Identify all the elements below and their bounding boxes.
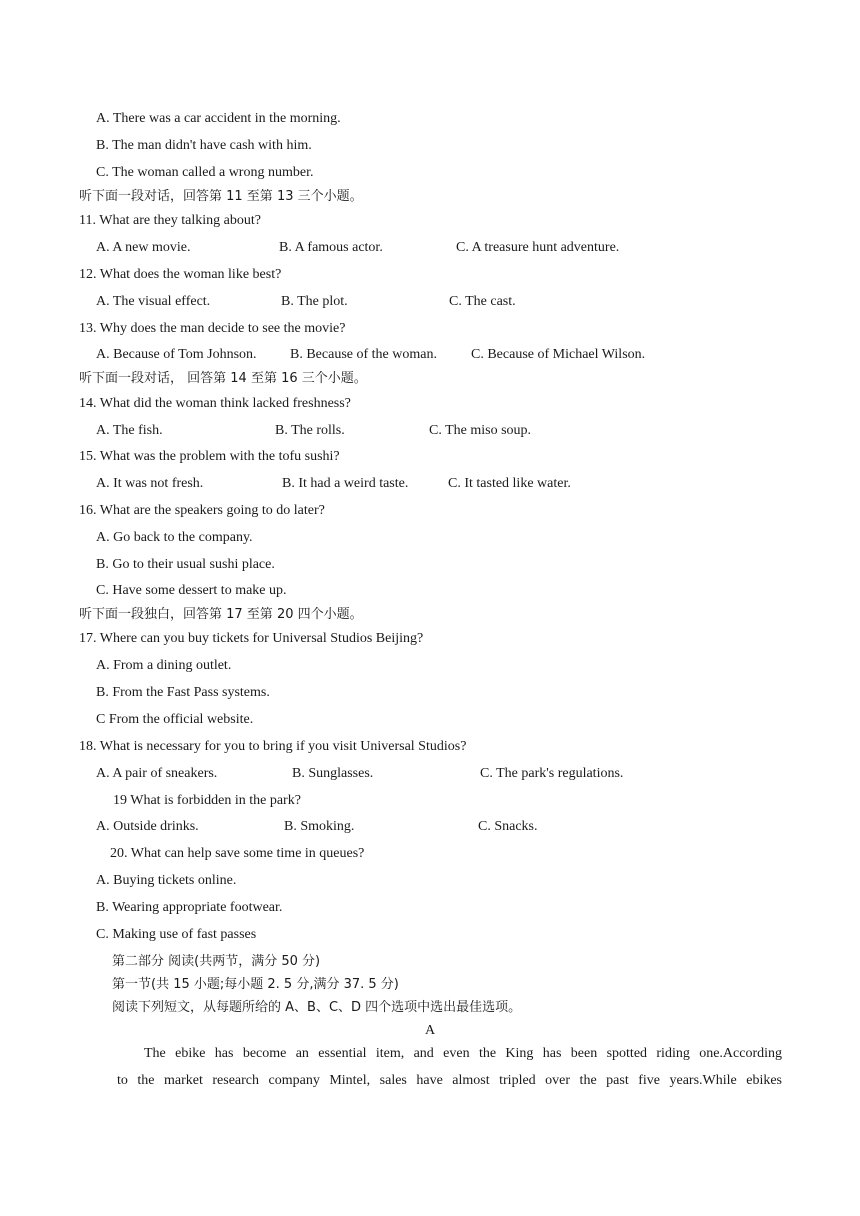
q16-option-c: C. Have some dessert to make up. — [96, 583, 287, 598]
q20-option-a: A. Buying tickets online. — [96, 873, 237, 888]
q10-option-a: A. There was a car accident in the morning. — [96, 111, 341, 126]
question-20: 20. What can help save some time in queues? — [110, 846, 365, 861]
q16-option-a: A. Go back to the company. — [96, 530, 253, 545]
q14-option-c: C. The miso soup. — [429, 423, 532, 438]
part2-instruction: 阅读下列短文，从每题所给的 A、B、C、D 四个选项中选出最佳选项。 — [112, 1000, 522, 1015]
q14-option-a: A. The fish. — [96, 423, 163, 438]
question-12: 12. What does the woman like best? — [79, 267, 282, 282]
q11-option-b: B. A famous actor. — [279, 240, 383, 255]
q12-option-c: C. The cast. — [449, 294, 516, 309]
q15-option-a: A. It was not fresh. — [96, 476, 204, 491]
passage-line-2: to the market research company Mintel, sales have almost tripled over the past five years.While ebikes — [117, 1073, 782, 1088]
question-19: 19 What is forbidden in the park? — [113, 793, 301, 808]
q11-option-a: A. A new movie. — [96, 240, 191, 255]
instruction-17-20: 听下面一段独白，回答第 17 至第 20 四个小题。 — [79, 607, 363, 622]
q18-option-b: B. Sunglasses. — [292, 766, 374, 781]
q13-option-b: B. Because of the woman. — [290, 347, 437, 362]
q12-option-b: B. The plot. — [281, 294, 348, 309]
q19-option-b: B. Smoking. — [284, 819, 355, 834]
q12-option-a: A. The visual effect. — [96, 294, 211, 309]
instruction-11-13: 听下面一段对话，回答第 11 至第 13 三个小题。 — [79, 189, 363, 204]
q11-option-c: C. A treasure hunt adventure. — [456, 240, 620, 255]
q17-option-a: A. From a dining outlet. — [96, 658, 232, 673]
q15-option-b: B. It had a weird taste. — [282, 476, 409, 491]
q20-option-b: B. Wearing appropriate footwear. — [96, 900, 283, 915]
question-16: 16. What are the speakers going to do later? — [79, 503, 325, 518]
q10-option-c: C. The woman called a wrong number. — [96, 165, 314, 180]
part2-section1: 第一节(共 15 小题;每小题 2. 5 分,满分 37. 5 分) — [112, 977, 399, 992]
q15-option-c: C. It tasted like water. — [448, 476, 571, 491]
passage-label: A — [424, 1023, 436, 1038]
q16-option-b: B. Go to their usual sushi place. — [96, 557, 275, 572]
passage-line-1: The ebike has become an essential item, and even the King has been spotted riding one.According — [144, 1046, 782, 1061]
part2-title: 第二部分 阅读(共两节，满分 50 分) — [112, 954, 321, 969]
q10-option-b: B. The man didn't have cash with him. — [96, 138, 312, 153]
question-17: 17. Where can you buy tickets for Universal Studios Beijing? — [79, 631, 424, 646]
question-14: 14. What did the woman think lacked freshness? — [79, 396, 351, 411]
instruction-14-16: 听下面一段对话， 回答第 14 至第 16 三个小题。 — [79, 371, 367, 386]
q14-option-b: B. The rolls. — [275, 423, 345, 438]
q19-option-a: A. Outside drinks. — [96, 819, 199, 834]
question-18: 18. What is necessary for you to bring if you visit Universal Studios? — [79, 739, 467, 754]
q17-option-c: C From the official website. — [96, 712, 254, 727]
q13-option-c: C. Because of Michael Wilson. — [471, 347, 646, 362]
question-15: 15. What was the problem with the tofu sushi? — [79, 449, 340, 464]
question-13: 13. Why does the man decide to see the movie? — [79, 321, 346, 336]
question-11: 11. What are they talking about? — [79, 213, 261, 228]
q19-option-c: C. Snacks. — [478, 819, 538, 834]
q18-option-a: A. A pair of sneakers. — [96, 766, 218, 781]
q13-option-a: A. Because of Tom Johnson. — [96, 347, 257, 362]
q17-option-b: B. From the Fast Pass systems. — [96, 685, 270, 700]
q18-option-c: C. The park's regulations. — [480, 766, 624, 781]
q20-option-c: C. Making use of fast passes — [96, 927, 257, 942]
